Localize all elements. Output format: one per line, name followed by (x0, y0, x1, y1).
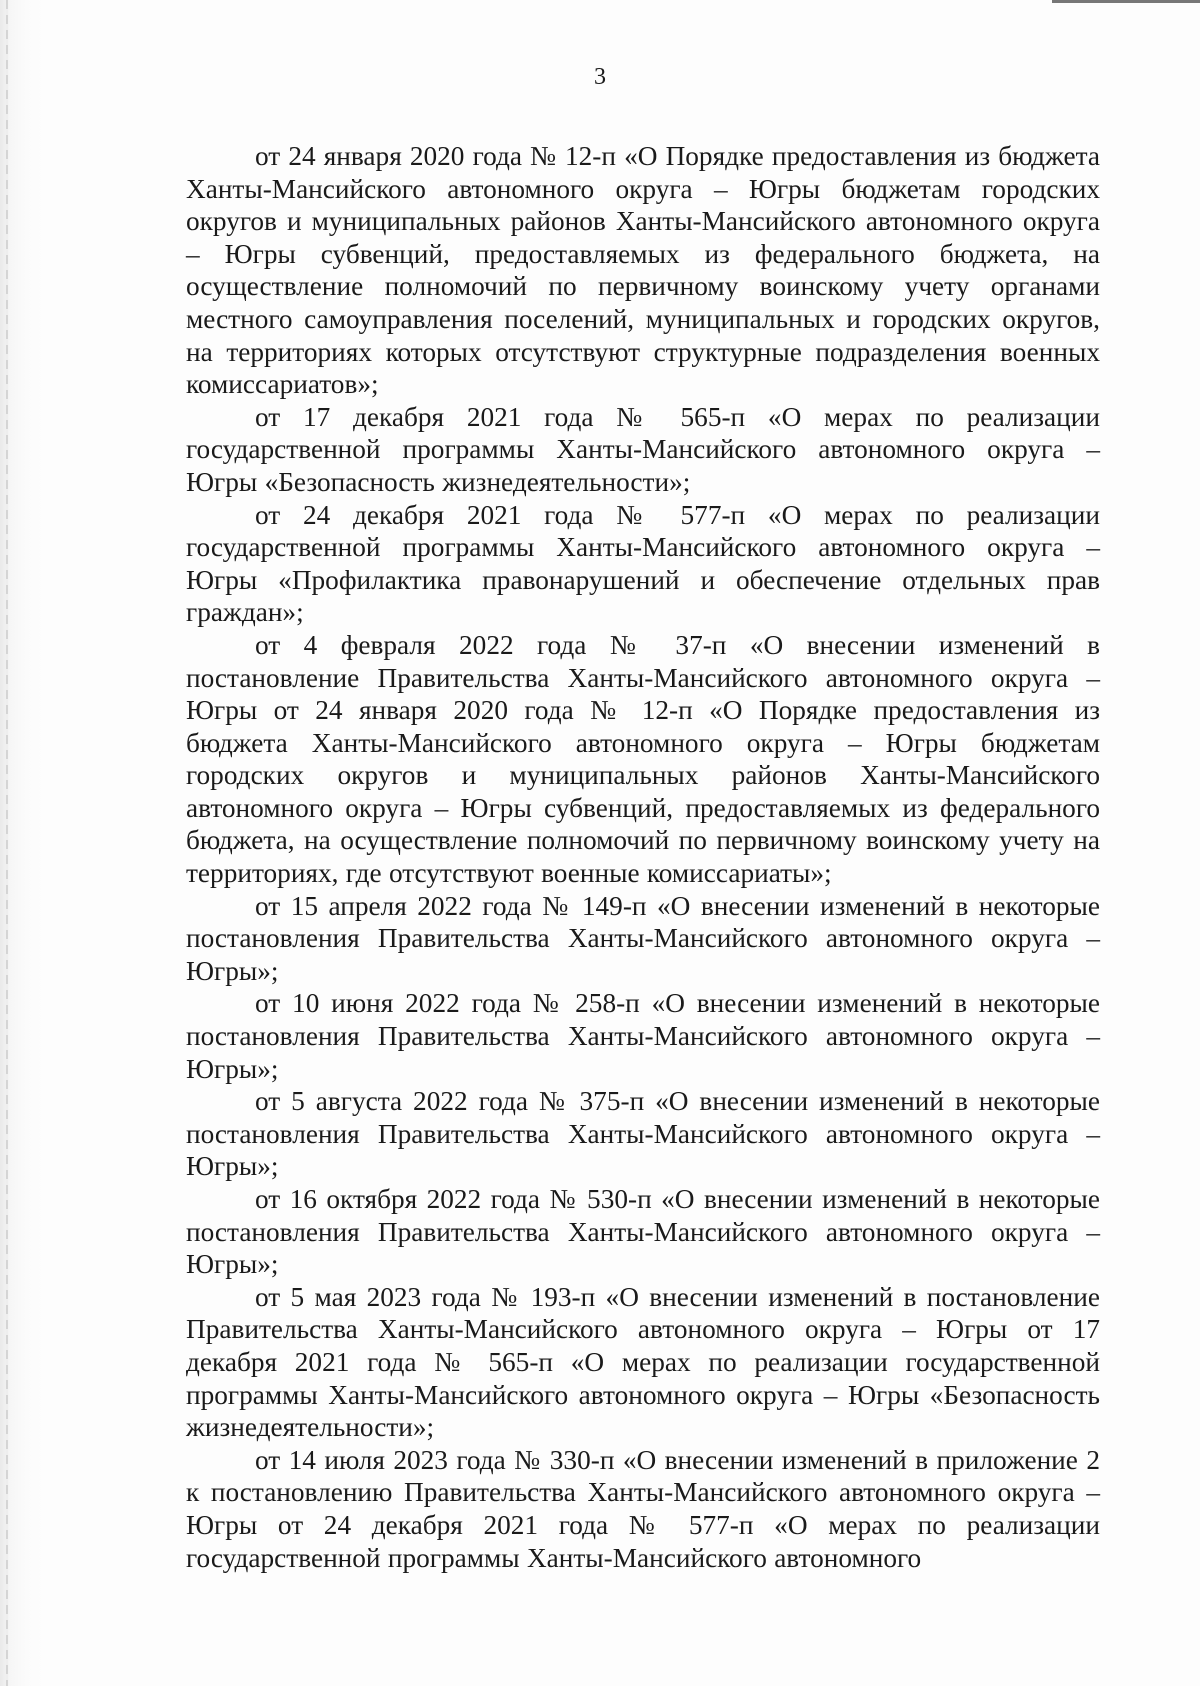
paragraph-decree-193p-2023: от 5 мая 2023 года № 193-п «О внесении изменений в постановление Правительства Ханты-Мансийского автономного округа – Югры от 17 декабря 2021 года № 565-п «О мерах по реализации государственной программы Ханты-Мансийского автономного округа – Югры «Безопасность жизнедеятельности»; (186, 1281, 1100, 1443)
document-body (186, 140, 1100, 1574)
page-number: 3 (594, 64, 606, 90)
scan-left-edge (0, 0, 44, 1686)
paragraph-decree-149p-2022: от 15 апреля 2022 года № 149-п «О внесении изменений в некоторые постановления Правительства Ханты-Мансийского автономного округа – Югры»; (186, 890, 1100, 986)
paragraph-decree-330p-2023: от 14 июля 2023 года № 330-п «О внесении изменений в приложение 2 к постановлению Правительства Ханты-Мансийского автономного округа – Югры от 24 декабря 2021 года № 577-п «О мерах по реализации государственной программы Ханты-Мансийского автономного (186, 1444, 1100, 1573)
paragraph-decree-530p-2022: от 16 октября 2022 года № 530-п «О внесении изменений в некоторые постановления Правительства Ханты-Мансийского автономного округа – Югры»; (186, 1184, 1100, 1280)
scan-edge-line (6, 0, 8, 1686)
paragraph-decree-37p-2022: от 4 февраля 2022 года № 37-п «О внесении изменений в постановление Правительства Ханты-Мансийского автономного округа – Югры от 24 января 2020 года № 12-п «О Порядке предоставления из бюджета Ханты-Мансийского автономного округа – Югры бюджетам городских округов и муниципальных районов Ханты-Мансийского автономного округа – Югры субвенций, предоставляемых из федерального бюджета, на осуществление полномочий по первичному воинскому учету на территориях, где отсутствуют военные комиссариаты»; (186, 629, 1100, 889)
top-edge-rule (1052, 0, 1200, 3)
paragraph-decree-565p-2021: от 17 декабря 2021 года № 565-п «О мерах по реализации государственной программы Ханты-Мансийского автономного округа – Югры «Безопасность жизнедеятельности»; (186, 401, 1100, 497)
paragraph-decree-12p-2020: от 24 января 2020 года № 12-п «О Порядке предоставления из бюджета Ханты-Мансийского автономного округа – Югры бюджетам городских округов и муниципальных районов Ханты-Мансийского автономного округа – Югры субвенций, предоставляемых из федерального бюджета, на осуществление полномочий по первичному воинскому учету органами местного самоуправления поселений, муниципальных и городских округов, на территориях которых отсутствуют структурные подразделения военных комиссариатов»; (186, 141, 1100, 400)
paragraph-decree-577p-2021: от 24 декабря 2021 года № 577-п «О мерах по реализации государственной программы Ханты-Мансийского автономного округа – Югры «Профилактика правонарушений и обеспечение отдельных прав граждан»; (186, 499, 1100, 628)
paragraph-decree-375p-2022: от 5 августа 2022 года № 375-п «О внесении изменений в некоторые постановления Правительства Ханты-Мансийского автономного округа – Югры»; (186, 1086, 1100, 1182)
paragraph-decree-258p-2022: от 10 июня 2022 года № 258-п «О внесении изменений в некоторые постановления Правительства Ханты-Мансийского автономного округа – Югры»; (186, 988, 1100, 1084)
